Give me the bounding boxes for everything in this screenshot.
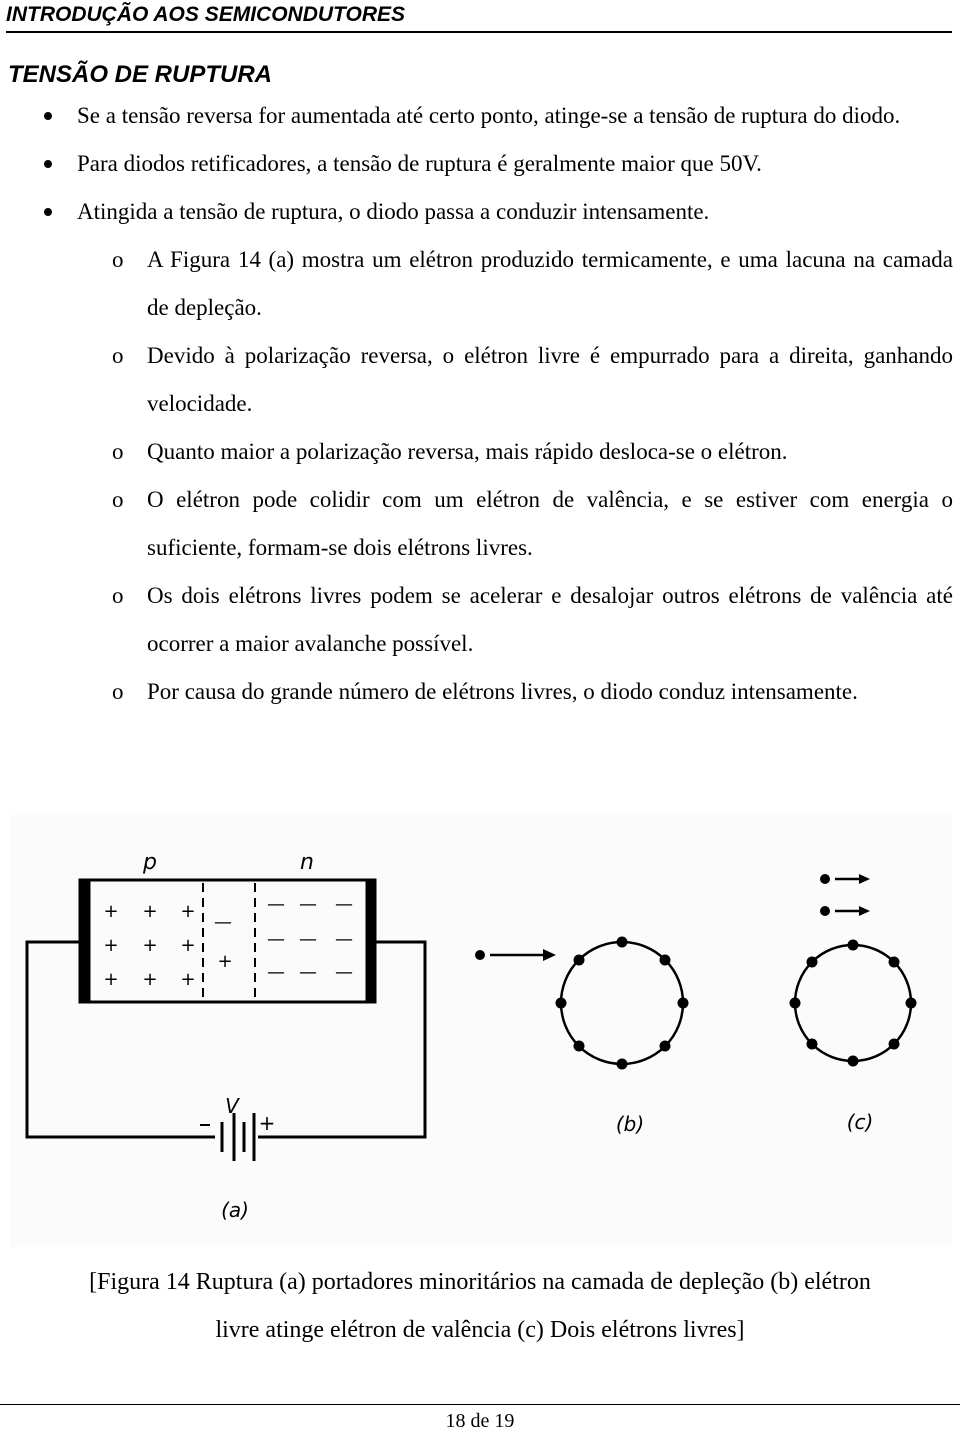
- battery-plus-label: +: [258, 1111, 276, 1135]
- bullet-item: [0, 140, 952, 188]
- sub-bullet-marker: o: [112, 439, 124, 464]
- charge-signs: [103, 894, 353, 990]
- figure-caption: [30, 1258, 930, 1354]
- sub-item: [0, 476, 953, 572]
- svg-text:+: +: [103, 935, 119, 956]
- sub-item-text: Os dois elétrons livres podem se acelerar e desalojar outros elétrons de valência até ocorrer a maior avalanche possível.: [147, 583, 953, 656]
- right-contact: [366, 880, 376, 1002]
- figure-illustration: [10, 815, 952, 1247]
- caption-line-1: [Figura 14 Ruptura (a) portadores minoritários na camada de depleção (b) elétron: [89, 1269, 871, 1295]
- sub-item-text: Devido à polarização reversa, o elétron livre é empurrado para a direita, ganhando velocidade.: [147, 343, 953, 416]
- bullet-text: Se a tensão reversa for aumentada até certo ponto, atinge-se a tensão de ruptura do diodo.: [77, 103, 901, 128]
- bullet-text: Atingida a tensão de ruptura, o diodo passa a conduzir intensamente.: [77, 199, 710, 224]
- free-electron: [820, 906, 830, 916]
- diode-body: [80, 880, 375, 1002]
- svg-text:+: +: [142, 969, 158, 990]
- sub-bullet-marker: o: [112, 679, 124, 704]
- svg-text:+: +: [142, 901, 158, 922]
- left-contact: [80, 880, 90, 1002]
- sub-bullet-marker: o: [112, 343, 124, 368]
- sub-item: [0, 668, 953, 716]
- svg-text:—: —: [299, 962, 317, 983]
- svg-text:+: +: [103, 901, 119, 922]
- sub-item: [0, 332, 953, 428]
- atom-b: [475, 937, 689, 1070]
- label-b: (b): [615, 1112, 645, 1136]
- bullet-icon: [44, 208, 52, 216]
- arrow-right-icon: [543, 949, 556, 961]
- svg-text:+: +: [217, 951, 233, 972]
- bullet-item: [0, 188, 952, 236]
- sub-bullet-marker: o: [112, 247, 124, 272]
- body-text: [0, 92, 960, 716]
- arrow-right-icon: [859, 874, 870, 884]
- bullet-icon: [44, 112, 52, 120]
- sub-item: [0, 236, 953, 332]
- label-n: n: [300, 850, 314, 875]
- svg-text:—: —: [299, 929, 317, 950]
- svg-text:+: +: [180, 969, 196, 990]
- bullet-icon: [44, 160, 52, 168]
- figure-14: [10, 815, 952, 1247]
- svg-text:+: +: [142, 935, 158, 956]
- sub-item: [0, 572, 953, 668]
- bullet-text: Para diodos retificadores, a tensão de ruptura é geralmente maior que 50V.: [77, 151, 762, 176]
- free-electron: [820, 874, 830, 884]
- svg-text:+: +: [103, 969, 119, 990]
- running-header: INTRODUÇÃO AOS SEMICONDUTORES: [6, 2, 952, 33]
- svg-text:—: —: [335, 962, 353, 983]
- svg-text:—: —: [267, 894, 285, 915]
- svg-text:+: +: [180, 901, 196, 922]
- sub-item: [0, 428, 953, 476]
- label-c: (c): [846, 1110, 874, 1134]
- section-title: TENSÃO DE RUPTURA: [8, 61, 273, 88]
- svg-text:—: —: [214, 912, 232, 933]
- arrow-right-icon: [859, 906, 870, 916]
- page-number: 18 de 19: [0, 1404, 960, 1435]
- svg-text:—: —: [335, 894, 353, 915]
- sub-item-text: A Figura 14 (a) mostra um elétron produzido termicamente, e uma lacuna na camada de depleção.: [147, 247, 953, 320]
- caption-line-2: livre atinge elétron de valência (c) Dois elétrons livres]: [215, 1317, 745, 1343]
- svg-text:—: —: [267, 929, 285, 950]
- free-electron: [475, 950, 485, 960]
- svg-text:—: —: [299, 894, 317, 915]
- sub-item-text: Por causa do grande número de elétrons livres, o diodo conduz intensamente.: [147, 679, 858, 704]
- svg-text:+: +: [180, 935, 196, 956]
- label-a: (a): [221, 1198, 249, 1222]
- svg-text:—: —: [335, 929, 353, 950]
- atom-c: [790, 874, 917, 1067]
- label-p: p: [143, 850, 157, 875]
- sub-item-text: Quanto maior a polarização reversa, mais rápido desloca-se o elétron.: [147, 439, 788, 464]
- sub-bullet-marker: o: [112, 487, 124, 512]
- bullet-item: [0, 92, 952, 140]
- sub-item-text: O elétron pode colidir com um elétron de valência, e se estiver com energia o suficiente, formam-se dois elétrons livres.: [147, 487, 953, 560]
- label-v: V: [225, 1094, 239, 1118]
- sub-bullet-marker: o: [112, 583, 124, 608]
- battery-icon: [222, 1113, 254, 1161]
- svg-text:—: —: [267, 962, 285, 983]
